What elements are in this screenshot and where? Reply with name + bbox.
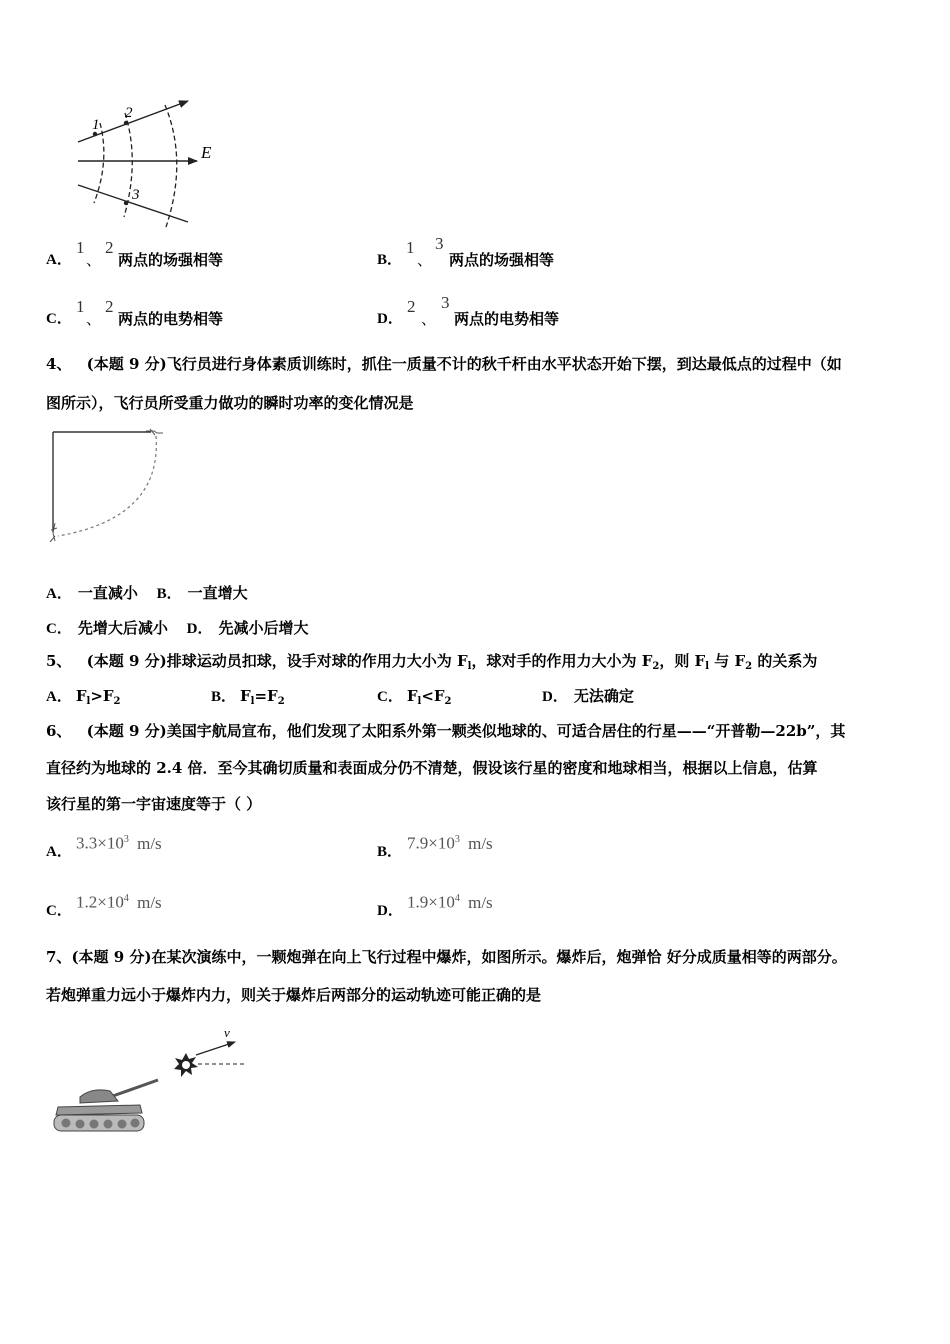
- option-value: $7.9\times 10^3$ m/s: [407, 833, 493, 853]
- question-score: (本题 9 分): [86, 722, 167, 740]
- q7-stem-line2: 若炮弹重力远小于爆炸内力，则关于爆炸后两部分的运动轨迹可能正确的是: [46, 986, 542, 1004]
- question-text: 的关系为: [752, 652, 818, 670]
- q4-option-c[interactable]: [46, 619, 168, 637]
- option-label: C．: [377, 689, 403, 705]
- option-text: F: [406, 687, 418, 705]
- swing-path: [58, 436, 156, 536]
- option-label: B．: [211, 689, 237, 705]
- option-text: 先增大后减小: [77, 619, 168, 637]
- q7-stem-line1: [46, 947, 847, 967]
- option-label: A．: [46, 844, 72, 860]
- question-score: (本题 9 分): [86, 652, 167, 670]
- equipotential-3: [165, 105, 177, 227]
- field-label-E: E: [201, 143, 212, 162]
- force-f1: F: [456, 652, 468, 670]
- option-value: $1.2\times 10^4$ m/s: [76, 892, 162, 912]
- q4-option-d[interactable]: [187, 619, 309, 637]
- separator: 、: [421, 310, 437, 328]
- option-label: A．: [46, 252, 72, 268]
- mantissa: 1.9: [407, 892, 429, 912]
- force-f1: F: [694, 652, 706, 670]
- option-text: 先减小后增大: [218, 619, 309, 637]
- question-score: (本题 9 分): [86, 355, 167, 373]
- q5-option-c[interactable]: [377, 686, 452, 712]
- separator: 、: [86, 310, 102, 328]
- mantissa: 1.2: [76, 892, 98, 912]
- unit: m/s: [468, 833, 493, 853]
- option-label: C．: [46, 311, 72, 327]
- option-label: D．: [377, 903, 403, 919]
- point-num: 2: [105, 238, 114, 257]
- option-label: C．: [46, 621, 72, 637]
- point-num: 2: [105, 297, 114, 316]
- q5-option-a[interactable]: [46, 686, 121, 712]
- point-2: [124, 121, 128, 125]
- question-text: 在某次演练中，一颗炮弹在向上飞行过程中爆炸，如图所示。爆炸后，炮弹恰 好分成质量相等的两部分。: [151, 948, 847, 966]
- question-text: 排球运动员扣球，设手对球的作用力大小为: [166, 652, 457, 670]
- option-text: 两点的场强相等: [449, 251, 555, 269]
- question-number: 6、: [46, 722, 72, 740]
- q4-options-row1: [46, 583, 248, 604]
- option-text: 一直增大: [187, 584, 248, 602]
- question-number: 7、: [46, 948, 72, 966]
- force-f2-sub: 2: [652, 661, 660, 672]
- q6-stem-line2: 直径约为地球的 2.4 倍．至今其确切质量和表面成分仍不清楚，假设该行星的密度和地球相当，根据以上信息，估算: [46, 759, 818, 777]
- option-text: 两点的电势相等: [454, 310, 560, 328]
- option-label: D．: [542, 689, 568, 705]
- option-label: A．: [46, 689, 72, 705]
- option-label: D．: [377, 311, 403, 327]
- point-num: 1: [406, 238, 415, 257]
- force-f1-sub: l: [705, 661, 710, 672]
- point-num: 3: [435, 234, 444, 253]
- q6-stem-line3: 该行星的第一宇宙速度等于（ ）: [46, 795, 262, 813]
- point-1-label: 1: [92, 117, 100, 133]
- velocity-label: v: [224, 1025, 230, 1040]
- point-3-label: 3: [132, 187, 140, 203]
- option-text: 两点的场强相等: [118, 251, 224, 269]
- option-op: >F: [90, 687, 114, 705]
- q5-option-b[interactable]: [211, 686, 285, 712]
- option-value: $3.3\times 10^3$ m/s: [76, 833, 162, 853]
- question-text: 与: [709, 652, 735, 670]
- question-number: 4、: [46, 355, 72, 373]
- option-sub: 2: [444, 696, 452, 707]
- option-label: A．: [46, 586, 72, 602]
- q7-tank-figure: [50, 1025, 250, 1140]
- exponent: 4: [123, 893, 129, 904]
- option-label: D．: [186, 621, 213, 637]
- point-3: [124, 201, 128, 205]
- q5-stem: [46, 651, 817, 677]
- unit: m/s: [137, 892, 162, 912]
- question-text: 飞行员进行身体素质训练时，抓住一质量不计的秋千杆由水平状态开始下摆，到达最低点的过程中（如: [166, 355, 842, 373]
- q4-swing-figure: [46, 428, 176, 548]
- option-label: B．: [156, 586, 182, 602]
- q4-option-a[interactable]: [46, 584, 138, 602]
- option-sub: 2: [113, 696, 121, 707]
- force-f2: F: [641, 652, 653, 670]
- unit: m/s: [137, 833, 162, 853]
- q4-options-row2: [46, 618, 309, 639]
- exponent: 3: [454, 834, 460, 845]
- question-text: ，则: [659, 652, 695, 670]
- point-num: 2: [407, 297, 416, 316]
- option-op: <F: [421, 687, 445, 705]
- option-text: F: [240, 687, 251, 705]
- q5-option-d[interactable]: [542, 686, 634, 707]
- q4-stem-line2: 图所示），飞行员所受重力做功的瞬时功率的变化情况是: [46, 394, 414, 412]
- option-sub: l: [86, 696, 91, 707]
- option-op: =F: [254, 687, 278, 705]
- option-label: C．: [46, 903, 72, 919]
- option-text: F: [75, 687, 87, 705]
- tank-icon: [54, 1080, 158, 1131]
- exponent: 3: [123, 834, 129, 845]
- q3-field-figure: [70, 95, 230, 230]
- unit: m/s: [468, 892, 493, 912]
- q4-stem-line1: [46, 354, 842, 374]
- mantissa: 7.9: [407, 833, 429, 853]
- question-text: ，球对手的作用力大小为: [471, 652, 642, 670]
- force-f2: F: [734, 652, 746, 670]
- q6-stem-line1: [46, 721, 845, 741]
- option-text: 一直减小: [77, 584, 138, 602]
- option-sub: 2: [277, 696, 285, 707]
- option-value: $1.9\times 10^4$ m/s: [407, 892, 493, 912]
- question-score: (本题 9 分): [71, 948, 152, 966]
- velocity-arrow: [196, 1042, 235, 1055]
- force-f2-sub: 2: [745, 661, 753, 672]
- explosion-icon: [174, 1053, 198, 1077]
- option-sub: l: [250, 696, 255, 707]
- point-num: 1: [76, 297, 85, 316]
- option-text: 无法确定: [573, 687, 634, 705]
- force-f1-sub: l: [467, 661, 472, 672]
- exponent: 4: [454, 893, 460, 904]
- option-sub: l: [417, 696, 422, 707]
- point-2-label: 2: [125, 105, 133, 121]
- question-number: 5、: [46, 652, 72, 670]
- option-text: 两点的电势相等: [118, 310, 224, 328]
- q4-option-b[interactable]: [157, 584, 248, 602]
- option-label: B．: [377, 252, 403, 268]
- point-num: 1: [76, 238, 85, 257]
- question-text: 美国宇航局宣布，他们发现了太阳系外第一颗类似地球的、可适合居住的行星——“开普勒—22b”，其: [166, 722, 846, 740]
- separator: 、: [417, 251, 433, 269]
- mantissa: 3.3: [76, 833, 98, 853]
- point-num: 3: [441, 293, 450, 312]
- separator: 、: [86, 251, 102, 269]
- option-label: B．: [377, 844, 403, 860]
